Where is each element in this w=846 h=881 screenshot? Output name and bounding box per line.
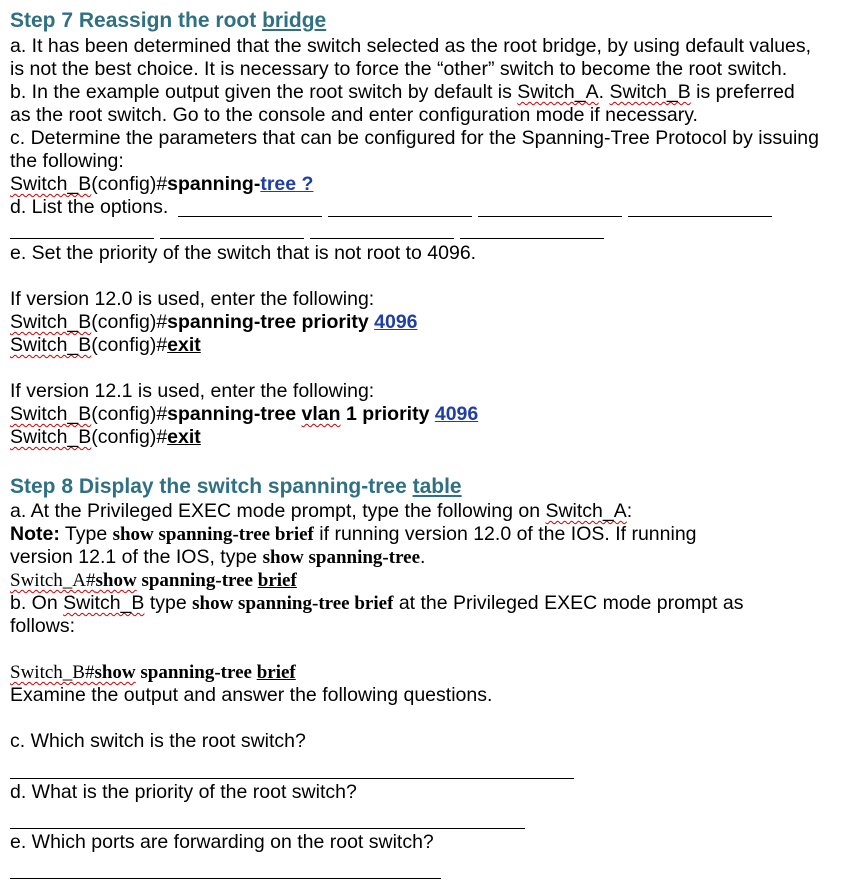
step7-c-line2: the following: bbox=[10, 150, 124, 172]
cmd-v120-exit: Switch_B(config)#exit bbox=[10, 334, 201, 356]
cmd-show-brief-a: Switch_A#show spanning-tree brief bbox=[10, 570, 297, 591]
step8-note-line2: version 12.1 of the IOS, type show spanning-tree. bbox=[10, 546, 426, 568]
step7-b-line1: b. In the example output given the root switch by default is Switch_A. Switch_B is preferred bbox=[10, 81, 795, 103]
options-blank-1[interactable] bbox=[178, 216, 322, 217]
v121-intro: If version 12.1 is used, enter the following: bbox=[10, 380, 375, 402]
step7-a-line2: is not the best choice. It is necessary to force the “other” switch to become the root switch. bbox=[10, 58, 788, 80]
step7-d-label: d. List the options. bbox=[10, 196, 169, 218]
step8-b-line1: b. On Switch_B type show spanning-tree brief at the Privileged EXEC mode prompt as bbox=[10, 592, 744, 614]
answer-c-blank[interactable] bbox=[10, 778, 574, 779]
step7-b-line2: as the root switch. Go to the console and enter configuration mode if necessary. bbox=[10, 104, 698, 126]
options-blank-8[interactable] bbox=[460, 238, 604, 239]
question-e: e. Which ports are forwarding on the root switch? bbox=[10, 831, 434, 853]
step7-title: Step 7 Reassign the root bridge bbox=[10, 9, 327, 32]
options-blank-4[interactable] bbox=[628, 216, 772, 217]
options-blank-7[interactable] bbox=[310, 238, 454, 239]
cmd-show-brief-b: Switch_B#show spanning-tree brief bbox=[10, 662, 296, 683]
answer-d-blank[interactable] bbox=[10, 828, 525, 829]
step7-c-line1: c. Determine the parameters that can be configured for the Spanning-Tree Protocol by issuing bbox=[10, 127, 819, 149]
question-d: d. What is the priority of the root switch? bbox=[10, 781, 357, 803]
cmd-v120-priority: Switch_B(config)#spanning-tree priority 4096 bbox=[10, 311, 418, 333]
options-blank-3[interactable] bbox=[478, 216, 622, 217]
step8-title: Step 8 Display the switch spanning-tree table bbox=[10, 475, 462, 498]
options-blank-6[interactable] bbox=[160, 238, 304, 239]
question-c: c. Which switch is the root switch? bbox=[10, 730, 306, 752]
cmd-v121-exit: Switch_B(config)#exit bbox=[10, 426, 201, 448]
examine-text: Examine the output and answer the following questions. bbox=[10, 684, 493, 706]
step7-e-label: e. Set the priority of the switch that is not root to 4096. bbox=[10, 242, 477, 264]
step8-a: a. At the Privileged EXEC mode prompt, type the following on Switch_A: bbox=[10, 500, 633, 522]
step8-note-line1: Note: Type show spanning-tree brief if running version 12.0 of the IOS. If running bbox=[10, 523, 697, 545]
step8-b-line2: follows: bbox=[10, 615, 76, 637]
step7-a-line1: a. It has been determined that the switch selected as the root bridge, by using default values, bbox=[10, 35, 812, 57]
cmd-spanning-tree-help: Switch_B(config)#spanning-tree ? bbox=[10, 173, 314, 195]
v120-intro: If version 12.0 is used, enter the following: bbox=[10, 288, 375, 310]
answer-e-blank[interactable] bbox=[10, 878, 441, 879]
cmd-v121-priority: Switch_B(config)#spanning-tree vlan 1 priority 4096 bbox=[10, 403, 479, 425]
options-blank-5[interactable] bbox=[10, 238, 154, 239]
options-blank-2[interactable] bbox=[328, 216, 472, 217]
